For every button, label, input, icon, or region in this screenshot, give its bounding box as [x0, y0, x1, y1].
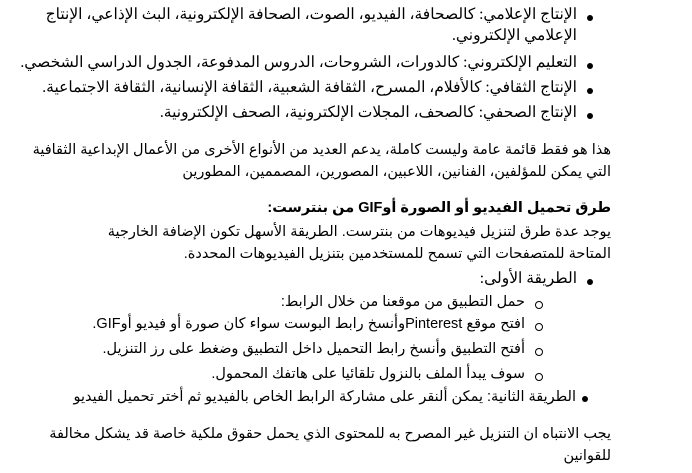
sub-bullet — [535, 323, 543, 331]
list-item-elearning: التعليم الإلكتروني: كالدورات، الشروحات، الدروس المدفوعة، الجدول الدراسي الشخصي. — [20, 54, 577, 71]
list-bullet — [587, 63, 593, 69]
intro-paragraph-line-2: المتاحة للمتصفحات التي تسمح للمستخدمين بتنزيل الفيديوهات المحددة. — [183, 246, 611, 262]
intro-paragraph-line-1: يوجد عدة طرق لتنزيل فيديوهات من بنترست. الطريقة الأسهل تكون الإضافة الخارجية — [107, 224, 611, 240]
method1-title: الطريقة الأولى: — [479, 270, 577, 287]
method1-step-1: حمل التطبيق من موقعنا من خلال الرابط: — [280, 294, 525, 310]
sub-bullet — [535, 301, 543, 309]
list-item-media: الإنتاج الإعلامي: كالصحافة، الفيديو، الصوت، الصحافة الإلكترونية، البث الإذاعي، الإنتاج — [45, 6, 577, 23]
list-bullet — [587, 279, 593, 285]
warning-paragraph-line-1: يجب الانتباه ان التنزيل غير المصرح به للمحتوى الذي يحمل حقوق ملكية خاصة قد يشكل مخالفة — [49, 426, 611, 442]
note-paragraph-line-2: التي يمكن للمؤلفين، الفنانين، اللاعبين، المصورين، المصممين، المطورين — [182, 164, 611, 180]
list-item-culture: الإنتاج الثقافي: كالأفلام، المسرح، الثقافة الشعبية، الثقافة الإنسانية، الثقافة الاجتماعية. — [42, 79, 577, 96]
sub-bullet — [535, 373, 543, 381]
section-heading: طرق تحميل الفيديو أو الصورة أوGIF من بنترست: — [267, 200, 611, 216]
method1-step-2: افتح موقع Pinterestوأنسخ رابط البوست سواء كان صورة أو فيديو أوGIF. — [92, 316, 525, 332]
note-paragraph-line-1: هذا هو فقط قائمة عامة وليست كاملة، يدعم العديد من الأنواع الأخرى من الأعمال الإبداعية الثقافية — [32, 142, 611, 158]
method1-step-3: أفتح التطبيق وأنسخ رابط التحميل داخل التطبيق وضغط على رز التنزيل. — [102, 341, 525, 357]
sub-bullet — [535, 348, 543, 356]
list-bullet — [582, 396, 588, 402]
list-bullet — [587, 113, 593, 119]
warning-paragraph-line-2: للقوانين — [563, 448, 611, 464]
list-item-media-cont: الإعلامي الإلكتروني. — [452, 27, 577, 44]
list-bullet — [587, 15, 593, 21]
list-item-press: الإنتاج الصحفي: كالصحف، المجلات الإلكترونية، الصحف الإلكترونية. — [159, 104, 577, 121]
list-bullet — [587, 88, 593, 94]
method2-line: الطريقة الثانية: يمكن ألنقر على مشاركة الرابط الخاص بالفيديو ثم أختر تحميل الفيديو — [73, 389, 576, 405]
method1-step-4: سوف يبدأ الملف بالنزول تلقائيا على هاتفك المحمول. — [211, 366, 525, 382]
